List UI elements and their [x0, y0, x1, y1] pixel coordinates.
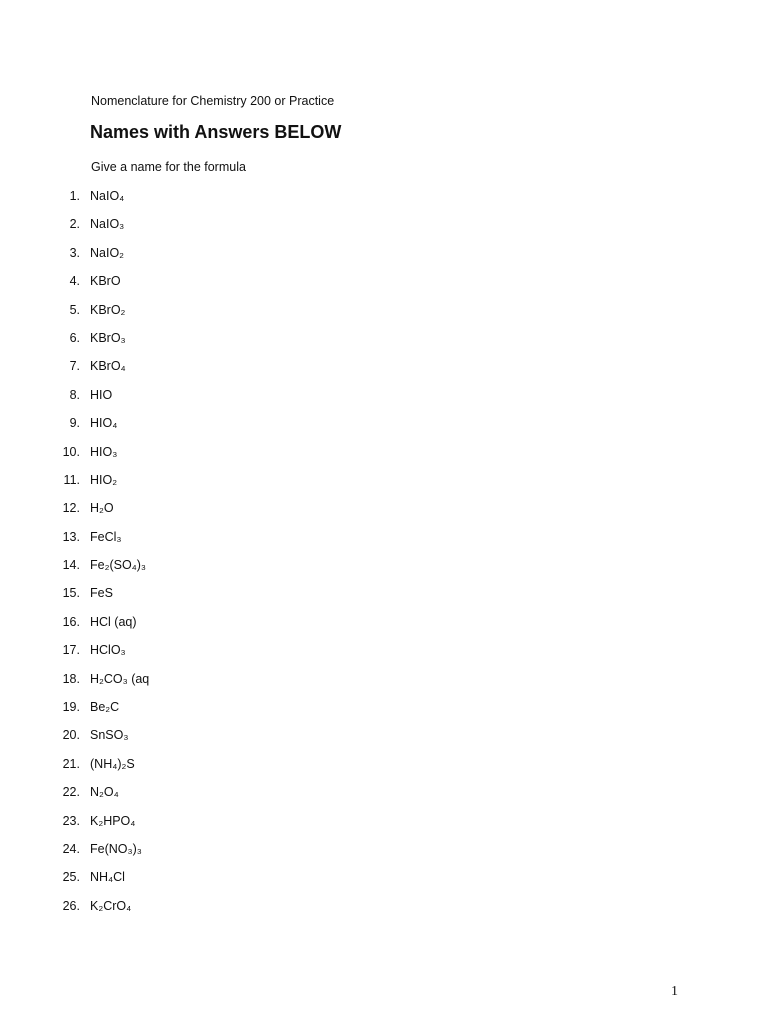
problem-formula: HClO₃: [90, 643, 126, 658]
problem-formula: KBrO₄: [90, 359, 126, 374]
problem-number: 7.: [69, 359, 80, 374]
problem-number: 24.: [62, 841, 80, 856]
problem-number: 18.: [62, 671, 80, 686]
problem-formula: NaIO₂: [90, 245, 125, 260]
problem-number: 10.: [62, 444, 80, 459]
problem-number: 19.: [62, 700, 80, 715]
problem-number: 25.: [62, 870, 80, 885]
problem-number: 14.: [62, 558, 80, 573]
problem-formula: K₂CrO₄: [90, 898, 132, 913]
problem-formula: SnSO₃: [90, 728, 129, 743]
problem-number: 17.: [62, 643, 80, 658]
problem-number: 8.: [69, 387, 80, 402]
problem-formula: N₂O₄: [90, 785, 119, 800]
problem-number: 23.: [62, 813, 80, 828]
document-heading: Names with Answers BELOW: [90, 122, 342, 142]
problem-formula: NaIO₄: [90, 189, 125, 203]
problem-formula: Fe₂(SO₄)₃: [90, 558, 147, 573]
problem-number: 13.: [62, 529, 80, 544]
problem-formula: HIO₄: [90, 416, 118, 431]
problem-number: 21.: [62, 756, 80, 771]
problem-number: 9.: [69, 416, 80, 431]
problem-number: 4.: [69, 274, 80, 289]
problem-formula: KBrO: [90, 274, 121, 289]
problem-number: 26.: [62, 898, 80, 913]
problem-number: 3.: [69, 245, 80, 260]
problem-number: 20.: [62, 728, 80, 743]
page-number: 1: [671, 984, 678, 999]
problem-formula: NH₄Cl: [90, 870, 125, 885]
problem-number: 5.: [69, 302, 80, 317]
document-subtitle: Nomenclature for Chemistry 200 or Practice: [91, 94, 335, 108]
problem-formula: HIO₂: [90, 472, 118, 487]
problem-formula: FeCl₃: [90, 529, 122, 544]
problem-formula: H₂O: [90, 501, 114, 516]
problem-formula: HIO₃: [90, 444, 118, 459]
problem-formula: HCl (aq): [90, 614, 137, 629]
problem-number: 12.: [62, 501, 80, 516]
problem-formula: HIO: [90, 387, 113, 402]
problem-formula: H₂CO₃ (aq: [90, 671, 150, 686]
problem-formula: KBrO₃: [90, 330, 126, 345]
problem-number: 1.: [69, 189, 80, 203]
problem-formula: (NH₄)₂S: [90, 756, 135, 771]
instruction-text: Give a name for the formula: [91, 160, 246, 174]
problem-number: 2.: [69, 217, 80, 232]
problem-number: 6.: [69, 330, 80, 345]
problem-formula: Fe(NO₃)₃: [90, 841, 142, 856]
problem-formula: Be₂C: [90, 700, 120, 715]
problem-formula: NaIO₃: [90, 217, 125, 232]
problem-formula: FeS: [90, 586, 113, 601]
problem-formula: K₂HPO₄: [90, 813, 136, 828]
problem-formula: KBrO₂: [90, 302, 126, 317]
problem-number: 11.: [63, 472, 80, 487]
problem-number: 22.: [62, 785, 80, 800]
problem-number: 15.: [62, 586, 80, 601]
problem-number: 16.: [62, 614, 80, 629]
